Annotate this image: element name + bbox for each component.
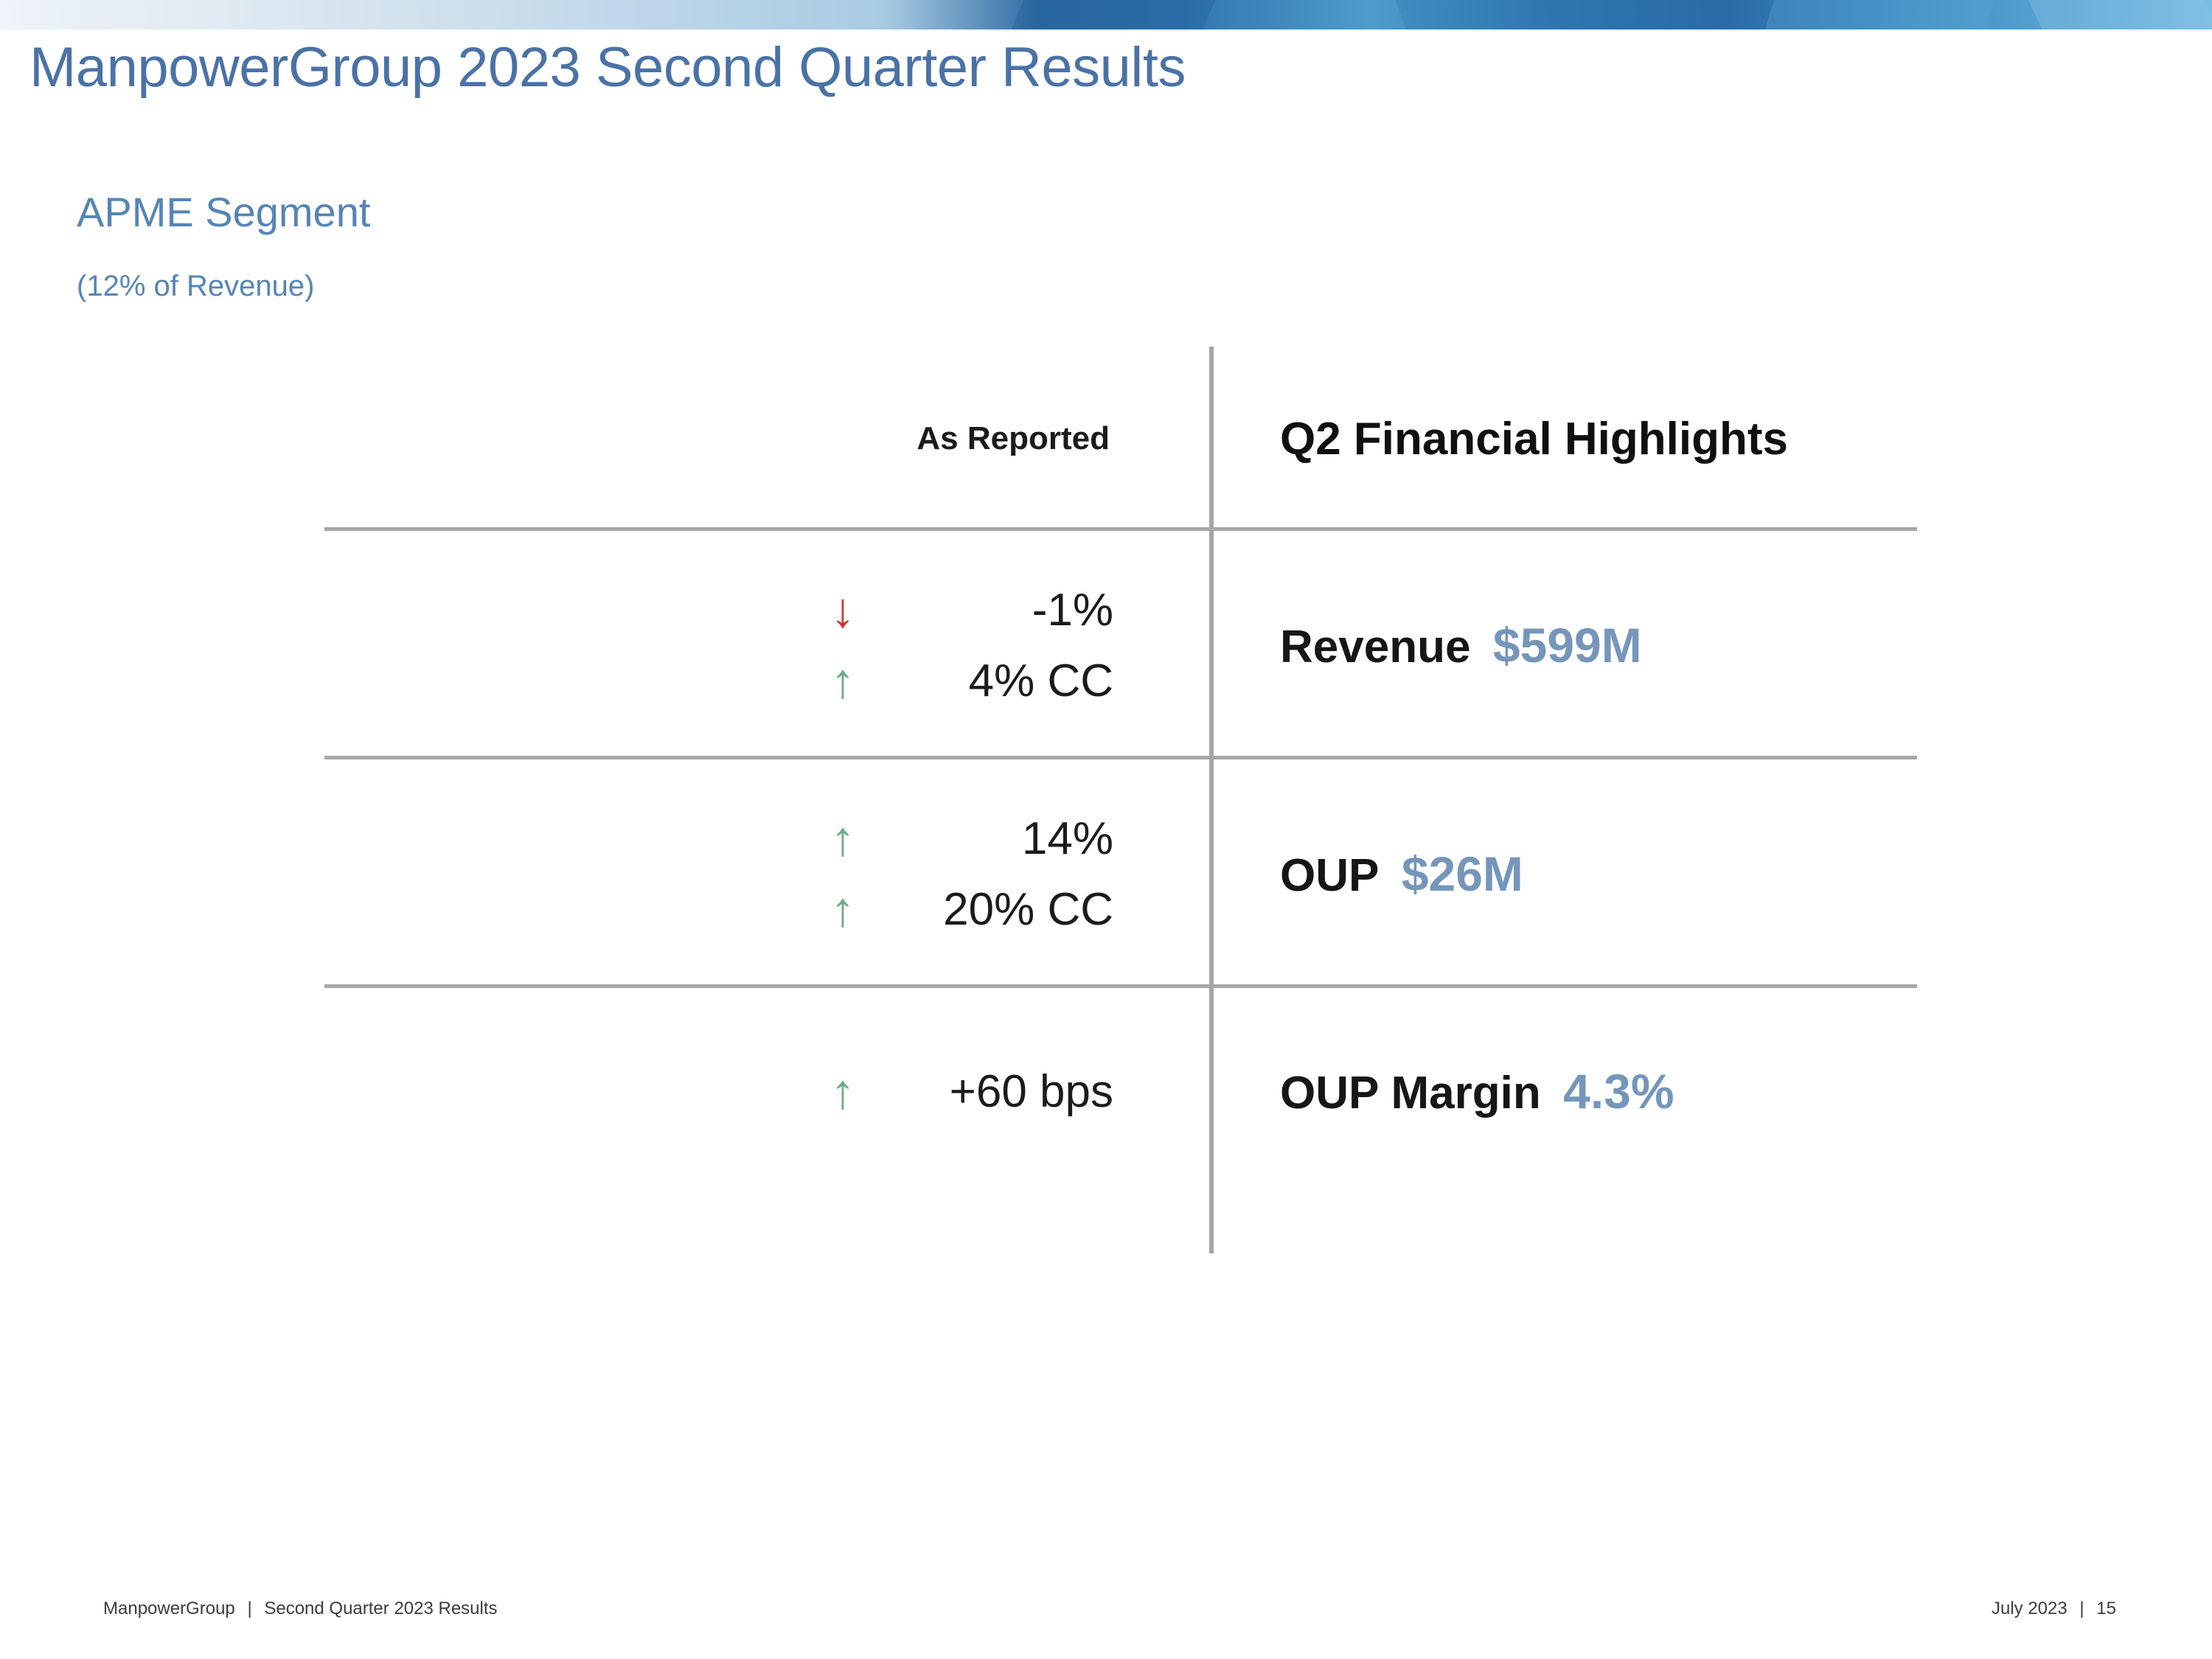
row-label-value-oup [1209,846,1917,902]
metric-line [324,574,1113,645]
slide-title: ManpowerGroup 2023 Second Quarter Results [29,36,1186,99]
metric-amount: $26M [1401,846,1523,901]
banner-shape-2 [1396,0,1554,29]
row-metrics-oup-margin [324,1056,1209,1127]
footer-company: ManpowerGroup [103,1599,235,1618]
segment-title: APME Segment [77,189,371,235]
footer-date: July 2023 [1991,1599,2067,1618]
row-label-value-oup-margin [1209,1063,1917,1119]
metric-value: 4% CC [968,655,1113,706]
segment-revenue-share: (12% of Revenue) [77,270,315,302]
metric-value: +60 bps [949,1065,1113,1117]
arrow-up-icon: ↑ [830,1064,855,1119]
table-row [324,988,1917,1194]
footer-deck-name: Second Quarter 2023 Results [264,1599,498,1618]
table-row [324,759,1917,988]
footer-page-number: 15 [2096,1599,2116,1618]
footer-right [1992,1599,2116,1619]
metric-value: 20% CC [943,883,1113,935]
arrow-up-icon: ↑ [830,811,855,866]
row-label-value-revenue [1209,617,1917,673]
arrow-up-icon: ↑ [830,882,855,936]
metric-label: OUP Margin [1280,1068,1541,1119]
metric-line [324,874,1113,945]
footer-separator: | [2079,1599,2084,1618]
column-header-as-reported: As Reported [917,420,1110,456]
metric-line [324,803,1113,874]
banner-shape-3 [1765,0,1996,29]
arrow-down-icon: ↓ [830,582,855,637]
financial-highlights-table [324,347,1917,1194]
metric-amount: 4.3% [1563,1064,1674,1119]
footer-left [103,1599,498,1619]
row-metrics-revenue [324,574,1209,716]
footer-separator: | [247,1599,252,1618]
metric-label: OUP [1280,850,1380,901]
table-row [324,531,1917,759]
banner-shape-4 [2028,0,2212,29]
metric-amount: $599M [1492,618,1642,672]
metric-line [324,1056,1113,1127]
metric-label: Revenue [1280,622,1471,672]
row-metrics-oup [324,803,1209,945]
arrow-up-icon: ↑ [830,653,855,708]
metric-line [324,645,1113,716]
column-header-highlights: Q2 Financial Highlights [1280,413,1788,465]
table-header-row [324,347,1917,531]
banner-shape-1 [1012,0,1215,29]
metric-value: 14% [1021,813,1113,864]
top-banner [0,0,2212,29]
metric-value: -1% [1032,584,1113,636]
